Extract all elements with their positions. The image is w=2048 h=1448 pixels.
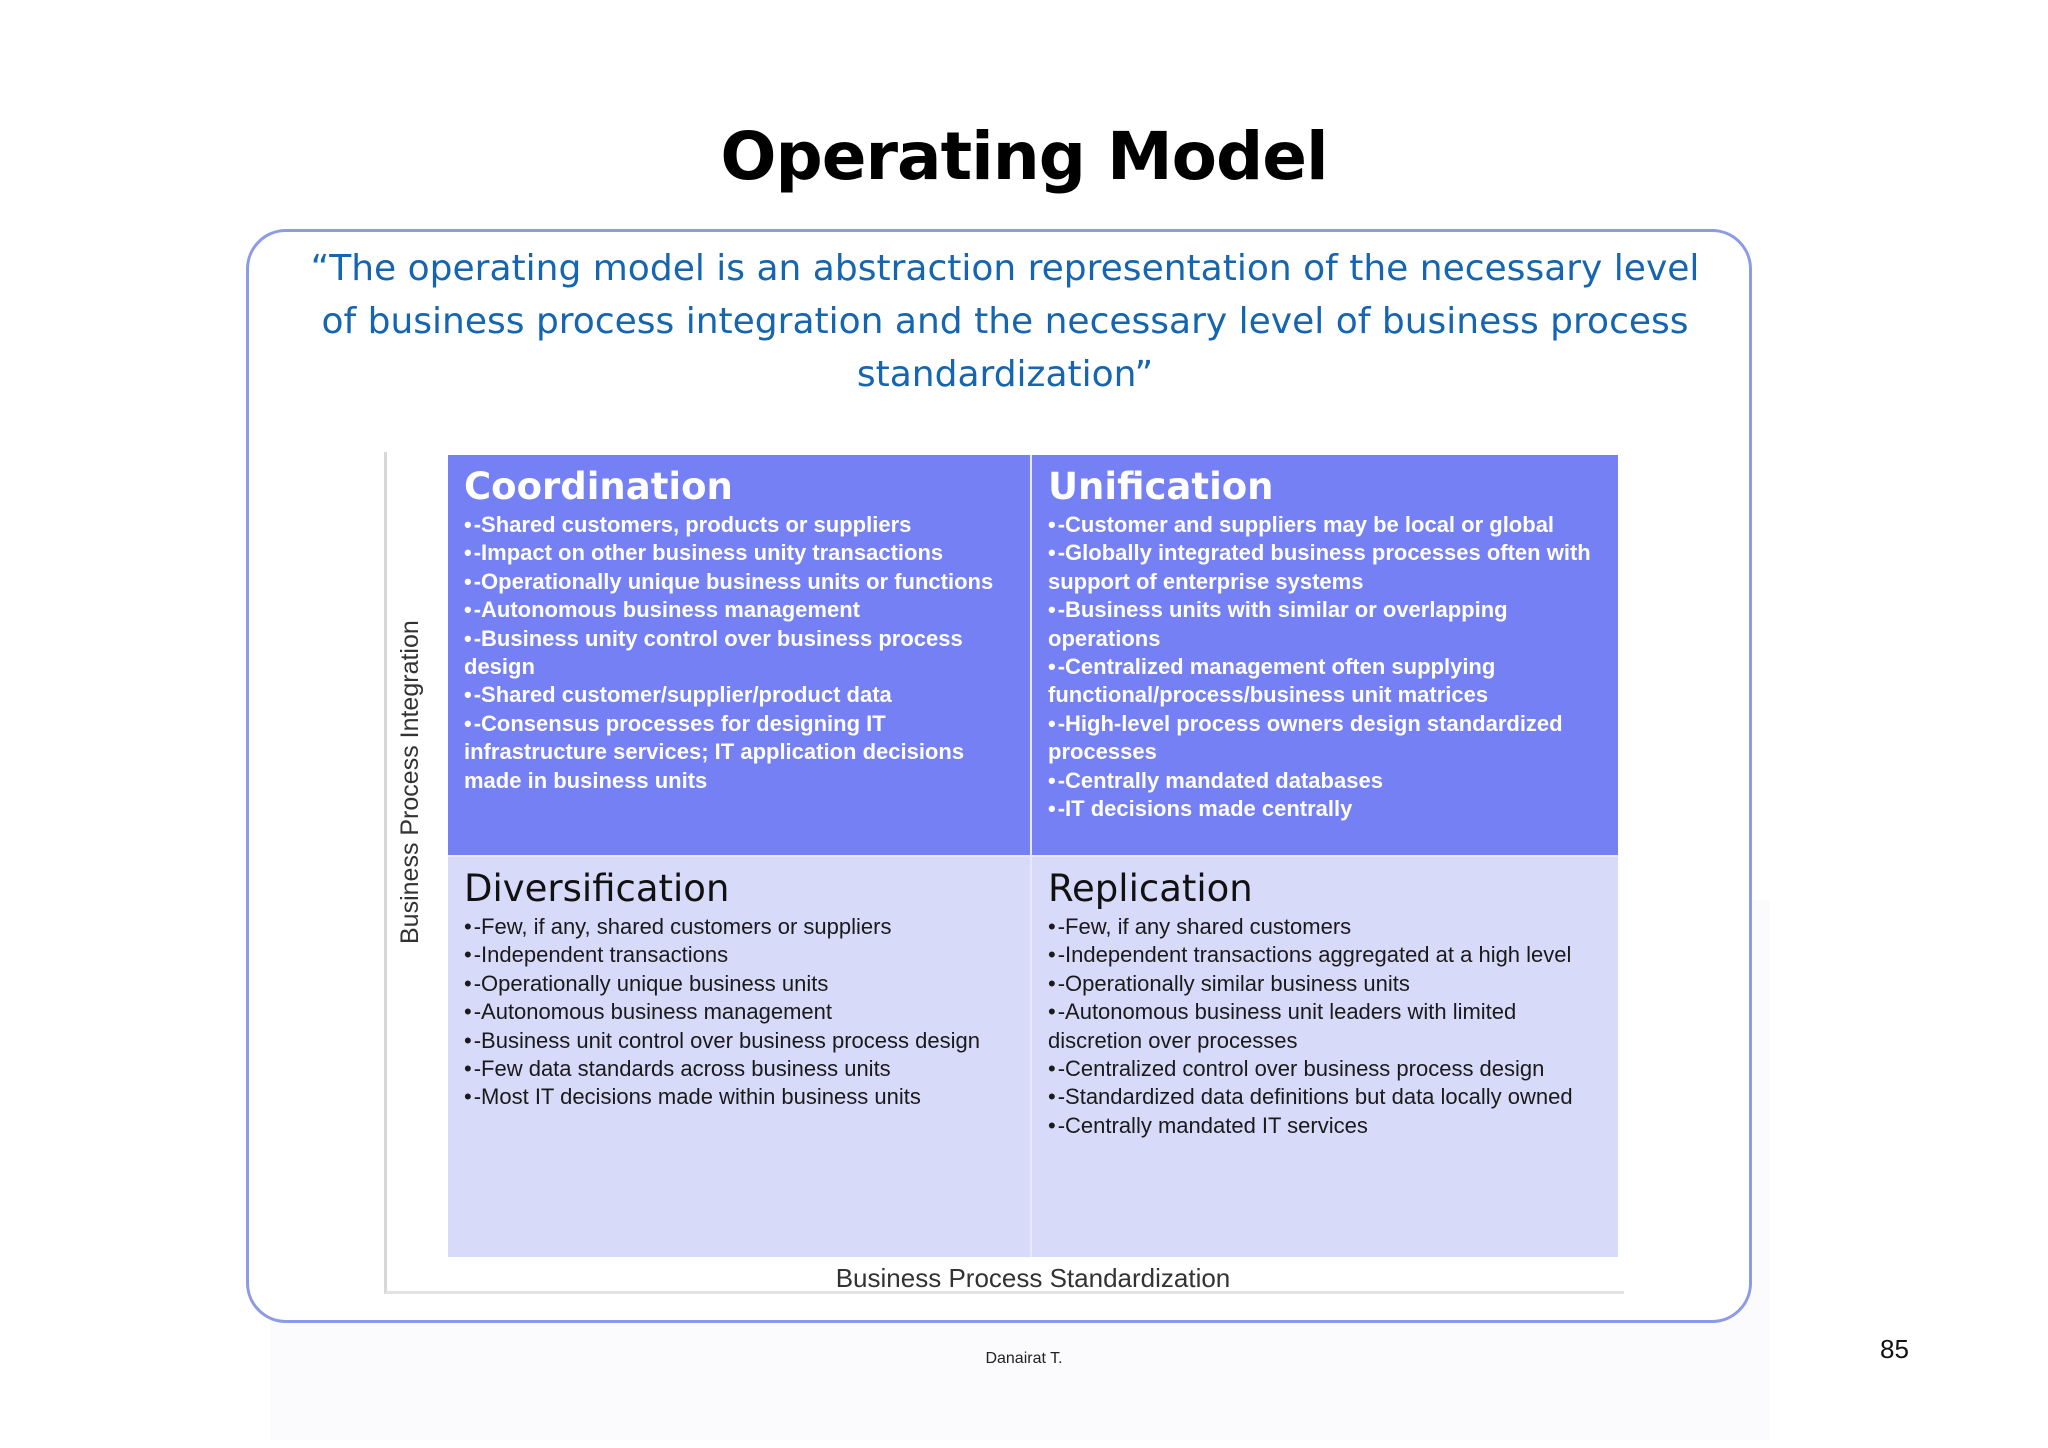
list-item: • -Customer and suppliers may be local or global bbox=[1048, 511, 1604, 539]
list-item: • -Centrally mandated IT services bbox=[1048, 1112, 1604, 1140]
list-item: • -Standardized data definitions but data locally owned bbox=[1048, 1083, 1604, 1111]
list-item: • -IT decisions made centrally bbox=[1048, 795, 1604, 823]
quadrant-replication bbox=[1032, 857, 1618, 1257]
list-item: • -High-level process owners design standardized processes bbox=[1048, 710, 1604, 767]
list-item: • -Consensus processes for designing IT infrastructure services; IT application decisions made in business units bbox=[464, 710, 1016, 795]
quadrant-title: Replication bbox=[1048, 867, 1253, 910]
list-item: • -Centralized control over business process design bbox=[1048, 1055, 1604, 1083]
list-item: • -Autonomous business management bbox=[464, 998, 1016, 1026]
list-item: • -Most IT decisions made within business units bbox=[464, 1083, 1016, 1111]
list-item: • -Shared customers, products or suppliers bbox=[464, 511, 1016, 539]
list-item: • -Globally integrated business processes often with support of enterprise systems bbox=[1048, 539, 1604, 596]
quadrant-diversification bbox=[448, 857, 1030, 1257]
quadrant-title: Unification bbox=[1048, 465, 1274, 508]
list-item: • -Independent transactions bbox=[464, 941, 1016, 969]
list-item: • -Centrally mandated databases bbox=[1048, 767, 1604, 795]
slide-title: Operating Model bbox=[720, 118, 1328, 195]
quadrant-list bbox=[464, 511, 1016, 795]
quadrant-list bbox=[1048, 511, 1604, 823]
page-number: 85 bbox=[1880, 1334, 1909, 1364]
quadrant-unification bbox=[1032, 455, 1618, 855]
list-item: • -Autonomous business management bbox=[464, 596, 1016, 624]
list-item: • -Centralized management often supplying functional/process/business unit matrices bbox=[1048, 653, 1604, 710]
definition-quote: “The operating model is an abstraction representation of the necessary level of business process integration and the necessary level of business process standardization” bbox=[310, 248, 1700, 395]
list-item: • -Autonomous business unit leaders with limited discretion over processes bbox=[1048, 998, 1604, 1055]
list-item: • -Operationally unique business units bbox=[464, 970, 1016, 998]
quadrant-coordination bbox=[448, 455, 1030, 855]
quadrant-title: Diversification bbox=[464, 867, 730, 910]
list-item: • -Shared customer/supplier/product data bbox=[464, 681, 1016, 709]
list-item: • -Business units with similar or overlapping operations bbox=[1048, 596, 1604, 653]
list-item: • -Operationally similar business units bbox=[1048, 970, 1604, 998]
list-item: • -Impact on other business unity transactions bbox=[464, 539, 1016, 567]
list-item: • -Operationally unique business units or functions bbox=[464, 568, 1016, 596]
slide-footer: Danairat T. bbox=[985, 1350, 1063, 1367]
quadrant-list bbox=[1048, 913, 1604, 1140]
list-item: • -Few, if any, shared customers or suppliers bbox=[464, 913, 1016, 941]
quadrant-divider-horizontal bbox=[448, 855, 1618, 857]
list-item: • -Business unit control over business process design bbox=[464, 1027, 1016, 1055]
list-item: • -Independent transactions aggregated at a high level bbox=[1048, 941, 1604, 969]
y-axis-label: Business Process Integration bbox=[396, 620, 424, 944]
quadrant-title: Coordination bbox=[464, 465, 733, 508]
list-item: • -Few, if any shared customers bbox=[1048, 913, 1604, 941]
list-item: • -Business unity control over business process design bbox=[464, 625, 1016, 682]
list-item: • -Few data standards across business units bbox=[464, 1055, 1016, 1083]
quadrant-list bbox=[464, 913, 1016, 1112]
x-axis-label: Business Process Standardization bbox=[835, 1263, 1231, 1293]
